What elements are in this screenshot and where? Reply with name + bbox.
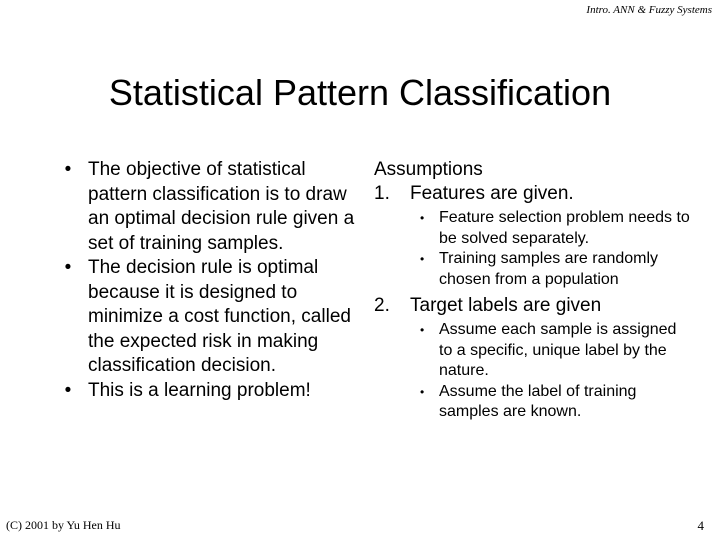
sub-bullet-item <box>374 208 694 249</box>
bullet-text: This is a learning problem! <box>88 379 311 401</box>
bullet-item <box>58 158 358 256</box>
sub-bullet-list <box>374 320 694 423</box>
sub-bullet-text: Training samples are randomly chosen from a population <box>439 250 659 288</box>
copyright-footer: (C) 2001 by Yu Hen Hu <box>6 518 121 532</box>
sub-bullet-text: Assume each sample is assigned to a specific, unique label by the nature. <box>439 321 677 379</box>
course-header: Intro. ANN & Fuzzy Systems <box>586 4 712 16</box>
objective-bullet-list <box>58 158 358 403</box>
bullet-icon: • <box>420 211 425 225</box>
item-text: Target labels are given <box>410 295 602 316</box>
sub-bullet-item <box>374 249 694 290</box>
bullet-icon: • <box>64 257 72 278</box>
item-number: 2. <box>374 295 390 316</box>
bullet-text: The objective of statistical pattern classification is to draw an optimal decision rule given a set of training samples. <box>88 159 355 254</box>
page-number: 4 <box>697 518 704 533</box>
sub-bullet-list <box>374 208 694 290</box>
bullet-icon: • <box>420 323 425 337</box>
bullet-icon: • <box>420 384 425 399</box>
assumptions-section <box>374 158 694 427</box>
bullet-icon: • <box>64 379 72 401</box>
bullet-item <box>58 379 358 404</box>
numbered-item <box>374 182 694 206</box>
numbered-item <box>374 294 694 318</box>
assumptions-heading: Assumptions <box>374 159 483 180</box>
sub-bullet-item <box>374 320 694 382</box>
bullet-icon: • <box>64 159 72 180</box>
item-text: Features are given. <box>410 183 574 204</box>
bullet-item <box>58 256 358 379</box>
sub-bullet-item <box>374 382 694 423</box>
sub-bullet-text: Feature selection problem needs to be solved separately. <box>439 209 690 247</box>
item-number: 1. <box>374 183 390 204</box>
slide-title: Statistical Pattern Classification <box>108 72 612 113</box>
bullet-text: The decision rule is optimal because it is designed to minimize a cost function, called the expected risk in making classification decision. <box>88 257 351 376</box>
bullet-icon: • <box>420 252 425 266</box>
sub-bullet-text: Assume the label of training samples are known. <box>439 382 637 420</box>
